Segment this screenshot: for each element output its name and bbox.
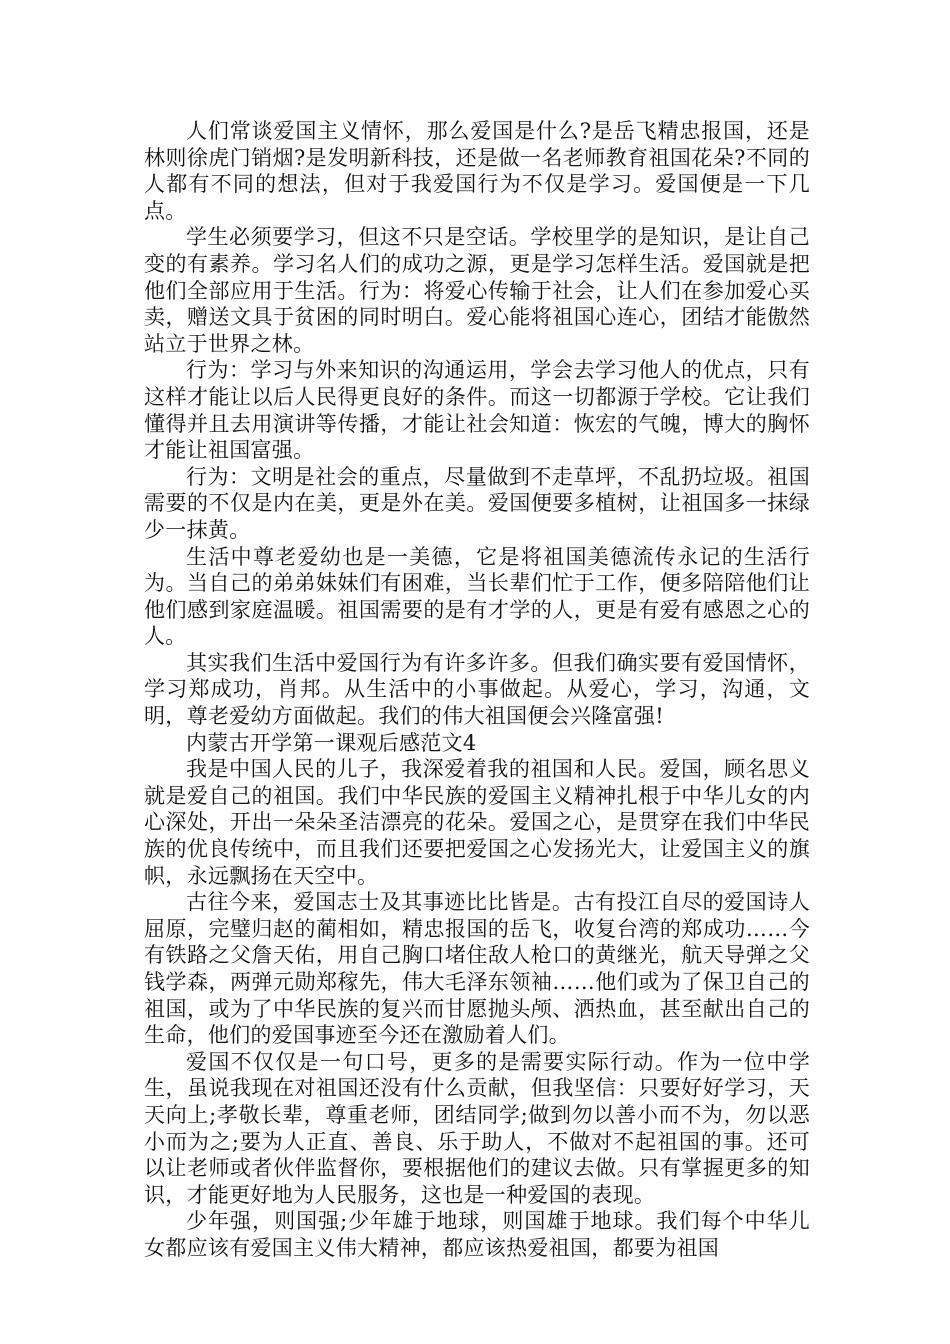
section-heading: 内蒙古开学第一课观后感范文4 — [186, 730, 477, 755]
paragraph: 行为：学习与外来知识的沟通运用，学会去学习他人的优点，只有这样才能让以后人民得更良好的条件。而这一切都源于学校。它让我们懂得并且去用演讲等传播，才能让社会知道：恢宏的气魄，博大的胸怀才能让祖国富强。 — [144, 358, 810, 463]
paragraph: 人们常谈爱国主义情怀，那么爱国是什么?是岳飞精忠报国，还是林则徐虎门销烟?是发明新科技，还是做一名老师教育祖国花朵?不同的人都有不同的想法，但对于我爱国行为不仅是学习。爱国便是一下几点。 — [144, 119, 810, 223]
paragraph: 爱国不仅仅是一句口号，更多的是需要实际行动。作为一位中学生，虽说我现在对祖国还没有什么贡献，但我坚信：只要好好学习，天天向上;孝敬长辈，尊重老师，团结同学;做到勿以善小而不为，勿以恶小而为之;要为人正直、善良、乐于助人，不做对不起祖国的事。还可以让老师或者伙伴监督你，要根据他们的建议去做。只有掌握更多的知识，才能更好地为人民服务，这也是一种爱国的表现。 — [144, 1049, 810, 1207]
paragraph: 我是中国人民的儿子，我深爱着我的祖国和人民。爱国，顾名思义就是爱自己的祖国。我们中华民族的爱国主义精神扎根于中华儿女的内心深处，开出一朵朵圣洁漂亮的花朵。爱国之心，是贯穿在我们中华民族的优良传统中，而且我们还要把爱国之心发扬光大，让爱国主义的旗帜，永远飘扬在天空中。 — [144, 757, 810, 888]
document-page — [144, 118, 810, 1262]
paragraph: 其实我们生活中爱国行为有许多许多。但我们确实要有爱国情怀，学习郑成功，肖邦。从生活中的小事做起。从爱心，学习，沟通，文明，尊老爱幼方面做起。我们的伟大祖国便会兴隆富强! — [144, 650, 810, 729]
paragraph: 学生必须要学习，但这不只是空话。学校里学的是知识，是让自己变的有素养。学习名人们的成功之源，更是学习怎样生活。爱国就是把他们全部应用于生活。行为：将爱心传输于社会，让人们在参加爱心买卖，赠送文具于贫困的同时明白。爱心能将祖国心连心，团结才能傲然站立于世界之林。 — [144, 225, 810, 356]
paragraph: 生活中尊老爱幼也是一美德，它是将祖国美德流传永记的生活行为。当自己的弟弟妹妹们有困难，当长辈们忙于工作，便多陪陪他们让他们感到家庭温暖。祖国需要的是有才学的人，更是有爱有感恩之心的人。 — [144, 544, 810, 649]
paragraph: 少年强，则国强;少年雄于地球，则国雄于地球。我们每个中华儿女都应该有爱国主义伟大精神，都应该热爱祖国，都要为祖国 — [144, 1209, 810, 1260]
paragraph: 行为：文明是社会的重点，尽量做到不走草坪，不乱扔垃圾。祖国需要的不仅是内在美，更是外在美。爱国便要多植树，让祖国多一抹绿少一抹黄。 — [144, 464, 810, 542]
paragraph: 古往今来，爱国志士及其事迹比比皆是。古有投江自尽的爱国诗人屈原，完璧归赵的蔺相如，精忠报国的岳飞，收复台湾的郑成功……今有铁路之父詹天佑，用自己胸口堵住敌人枪口的黄继光，航天导弹之父钱学森，两弹元勋郑稼先，伟大毛泽东领袖……他们或为了保卫自己的祖国，或为了中华民族的复兴而甘愿抛头颅、洒热血，甚至献出自己的生命，他们的爱国事迹至今还在激励着人们。 — [144, 890, 810, 1048]
